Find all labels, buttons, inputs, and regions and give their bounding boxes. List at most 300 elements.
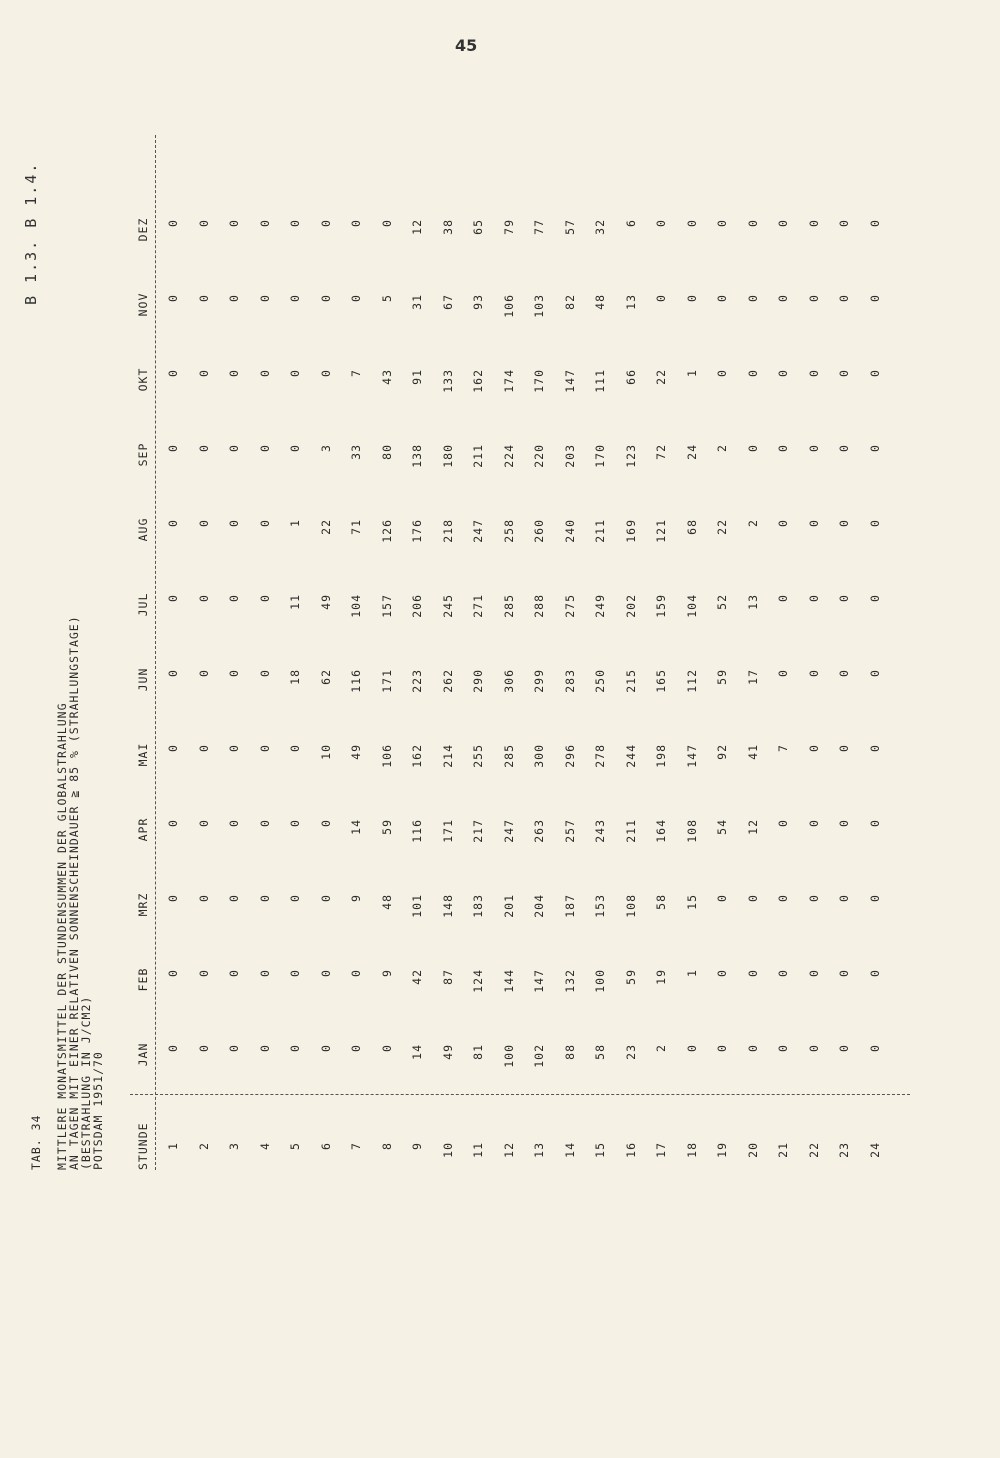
table-cell: 244	[623, 744, 638, 768]
table-cell: 0	[806, 819, 821, 827]
table-cell: 0	[684, 219, 699, 227]
table-cell: 176	[410, 519, 424, 543]
table-cell: 93	[471, 294, 485, 310]
table-cell: 11	[288, 594, 302, 610]
table-cell: 0	[257, 1044, 272, 1052]
table-cell: 0	[166, 969, 180, 977]
table-cell: 148	[440, 894, 455, 918]
table-cell: 59	[715, 669, 729, 685]
table-cell: 102	[532, 1044, 546, 1068]
table-cell: 296	[562, 744, 577, 768]
table-cell: 211	[623, 819, 638, 843]
table-cell: 0	[257, 219, 272, 227]
table-cell: 103	[532, 294, 546, 318]
table-cell: 0	[837, 219, 851, 227]
table-row	[410, 135, 424, 1170]
table-cell: 59	[623, 969, 638, 985]
table-cell: 0	[867, 894, 882, 902]
table-cell: 147	[532, 969, 546, 993]
table-cell: 0	[837, 594, 851, 602]
column-header-jun: JUN	[136, 640, 150, 719]
table-cell: 0	[867, 744, 882, 752]
table-cell: 0	[288, 219, 302, 227]
table-cell: 88	[562, 1044, 577, 1060]
table-cell: 0	[776, 294, 790, 302]
table-row	[258, 135, 272, 1170]
table-cell: 48	[379, 894, 394, 910]
table-cell: 0	[867, 594, 882, 602]
table-cell: 0	[776, 444, 790, 452]
table-cell: 169	[623, 519, 638, 543]
hour-label: 20	[745, 1142, 760, 1158]
table-number: TAB. 34	[29, 1114, 43, 1170]
table-cell: 0	[837, 444, 851, 452]
table-cell: 202	[623, 594, 638, 618]
table-cell: 100	[593, 969, 607, 993]
table-cell: 0	[837, 519, 851, 527]
table-cell: 15	[684, 894, 699, 910]
table-cell: 5	[379, 294, 394, 302]
title-line-1: MITTLERE MONATSMITTEL DER STUNDENSUMMEN DER GLOBALSTRAHLUNG	[55, 702, 69, 1170]
table-cell: 132	[562, 969, 577, 993]
table-cell: 0	[318, 1044, 333, 1052]
table-cell: 22	[318, 519, 333, 535]
table-cell: 162	[471, 369, 485, 393]
table-cell: 0	[196, 444, 211, 452]
table-cell: 0	[196, 744, 211, 752]
table-cell: 0	[349, 294, 363, 302]
table-cell: 42	[410, 969, 424, 985]
table-cell: 0	[227, 519, 241, 527]
table-cell: 121	[654, 519, 668, 543]
table-cell: 0	[806, 519, 821, 527]
table-cell: 147	[684, 744, 699, 768]
table-cell: 2	[654, 1044, 668, 1052]
table-cell: 10	[318, 744, 333, 760]
table-cell: 13	[623, 294, 638, 310]
table-cell: 0	[227, 669, 241, 677]
table-cell: 81	[471, 1044, 485, 1060]
table-cell: 0	[806, 894, 821, 902]
table-cell: 123	[623, 444, 638, 468]
table-cell: 245	[440, 594, 455, 618]
table-cell: 0	[257, 669, 272, 677]
hour-label: 12	[501, 1142, 516, 1158]
table-cell: 283	[562, 669, 577, 693]
column-header-mai: MAI	[136, 715, 150, 794]
column-header-okt: OKT	[136, 340, 150, 419]
table-cell: 0	[196, 894, 211, 902]
table-cell: 38	[440, 219, 455, 235]
table-cell: 0	[227, 744, 241, 752]
table-cell: 171	[379, 669, 394, 693]
table-cell: 0	[776, 1044, 790, 1052]
table-cell: 170	[532, 369, 546, 393]
table-cell: 0	[227, 1044, 241, 1052]
table-cell: 0	[745, 369, 760, 377]
table-cell: 0	[806, 669, 821, 677]
table-cell: 49	[349, 744, 363, 760]
table-cell: 71	[349, 519, 363, 535]
table-cell: 0	[257, 594, 272, 602]
table-row	[593, 135, 607, 1170]
table-cell: 206	[410, 594, 424, 618]
table-cell: 223	[410, 669, 424, 693]
table-cell: 263	[532, 819, 546, 843]
table-cell: 0	[776, 894, 790, 902]
table-cell: 247	[501, 819, 516, 843]
table-cell: 306	[501, 669, 516, 693]
column-header-feb: FEB	[136, 940, 150, 1019]
table-cell: 0	[806, 594, 821, 602]
table-cell: 0	[196, 969, 211, 977]
table-cell: 0	[196, 369, 211, 377]
table-cell: 249	[593, 594, 607, 618]
table-cell: 203	[562, 444, 577, 468]
table-cell: 0	[288, 744, 302, 752]
table-cell: 0	[715, 219, 729, 227]
hour-label: 1	[166, 1142, 180, 1150]
table-row	[868, 135, 882, 1170]
table-cell: 144	[501, 969, 516, 993]
table-cell: 153	[593, 894, 607, 918]
title-line-4: POTSDAM 1951/70	[91, 1051, 105, 1170]
hour-label: 5	[288, 1142, 302, 1150]
hour-label: 16	[623, 1142, 638, 1158]
table-cell: 0	[715, 969, 729, 977]
table-cell: 0	[867, 819, 882, 827]
table-cell: 77	[532, 219, 546, 235]
table-cell: 0	[837, 1044, 851, 1052]
table-row	[654, 135, 668, 1170]
table-cell: 112	[684, 669, 699, 693]
hour-label: 3	[227, 1142, 241, 1150]
table-cell: 66	[623, 369, 638, 385]
table-cell: 0	[288, 969, 302, 977]
table-cell: 0	[349, 969, 363, 977]
table-cell: 0	[745, 894, 760, 902]
table-cell: 0	[227, 594, 241, 602]
table-cell: 0	[379, 1044, 394, 1052]
table-cell: 111	[593, 369, 607, 393]
table-cell: 0	[166, 1044, 180, 1052]
table-cell: 0	[288, 444, 302, 452]
table-cell: 0	[257, 744, 272, 752]
table-cell: 211	[471, 444, 485, 468]
table-cell: 0	[166, 819, 180, 827]
table-cell: 0	[867, 219, 882, 227]
hour-label: 18	[684, 1142, 699, 1158]
table-cell: 0	[745, 444, 760, 452]
table-cell: 250	[593, 669, 607, 693]
table-cell: 92	[715, 744, 729, 760]
table-cell: 7	[349, 369, 363, 377]
column-header-sep: SEP	[136, 415, 150, 494]
hour-label: 7	[349, 1142, 363, 1150]
table-cell: 0	[776, 519, 790, 527]
table-cell: 13	[745, 594, 760, 610]
table-cell: 0	[776, 369, 790, 377]
table-cell: 247	[471, 519, 485, 543]
table-cell: 300	[532, 744, 546, 768]
table-cell: 58	[654, 894, 668, 910]
hour-label: 2	[196, 1142, 211, 1150]
table-cell: 43	[379, 369, 394, 385]
table-cell: 0	[288, 894, 302, 902]
table-cell: 22	[715, 519, 729, 535]
table-cell: 0	[166, 894, 180, 902]
table-cell: 52	[715, 594, 729, 610]
table-cell: 0	[837, 369, 851, 377]
hour-label: 22	[806, 1142, 821, 1158]
column-header-jan: JAN	[136, 1015, 150, 1094]
table-cell: 0	[806, 294, 821, 302]
table-cell: 19	[654, 969, 668, 985]
table-cell: 0	[776, 669, 790, 677]
table-cell: 243	[593, 819, 607, 843]
table-cell: 124	[471, 969, 485, 993]
table-row	[746, 135, 760, 1170]
table-cell: 0	[257, 294, 272, 302]
table-cell: 0	[288, 819, 302, 827]
table-cell: 0	[837, 819, 851, 827]
title-line-3: (BESTRAHLUNG IN J/CM2)	[79, 995, 93, 1170]
table-cell: 224	[501, 444, 516, 468]
table-cell: 0	[349, 219, 363, 227]
table-cell: 0	[776, 819, 790, 827]
table-cell: 174	[501, 369, 516, 393]
table-cell: 58	[593, 1044, 607, 1060]
table-cell: 87	[440, 969, 455, 985]
table-cell: 138	[410, 444, 424, 468]
table-cell: 82	[562, 294, 577, 310]
table-cell: 0	[196, 594, 211, 602]
table-cell: 0	[867, 519, 882, 527]
table-cell: 3	[318, 444, 333, 452]
table-cell: 116	[349, 669, 363, 693]
table-cell: 0	[166, 219, 180, 227]
table-cell: 108	[623, 894, 638, 918]
table-cell: 104	[349, 594, 363, 618]
hour-label: 4	[257, 1142, 272, 1150]
table-cell: 171	[440, 819, 455, 843]
table-cell: 62	[318, 669, 333, 685]
table-row	[227, 135, 241, 1170]
table-cell: 0	[867, 669, 882, 677]
table-cell: 9	[349, 894, 363, 902]
table-cell: 0	[837, 969, 851, 977]
table-cell: 218	[440, 519, 455, 543]
table-row	[532, 135, 546, 1170]
header-rule	[155, 135, 156, 1170]
hour-label: 23	[837, 1142, 851, 1158]
table-row	[624, 135, 638, 1170]
table-cell: 133	[440, 369, 455, 393]
page-number: 45	[455, 36, 478, 55]
table-cell: 0	[715, 1044, 729, 1052]
table-cell: 258	[501, 519, 516, 543]
table-cell: 106	[501, 294, 516, 318]
table-row	[837, 135, 851, 1170]
table-cell: 164	[654, 819, 668, 843]
table-cell: 17	[745, 669, 760, 685]
table-cell: 0	[776, 594, 790, 602]
table-cell: 59	[379, 819, 394, 835]
table-cell: 0	[806, 369, 821, 377]
hour-label: 14	[562, 1142, 577, 1158]
table-cell: 285	[501, 594, 516, 618]
table-cell: 2	[715, 444, 729, 452]
table-cell: 290	[471, 669, 485, 693]
table-cell: 0	[715, 369, 729, 377]
table-cell: 0	[867, 969, 882, 977]
table-cell: 31	[410, 294, 424, 310]
table-cell: 0	[684, 1044, 699, 1052]
table-cell: 159	[654, 594, 668, 618]
rotated-table-page	[30, 135, 910, 1170]
table-cell: 0	[806, 1044, 821, 1052]
table-cell: 6	[623, 219, 638, 227]
table-cell: 0	[257, 894, 272, 902]
table-cell: 14	[410, 1044, 424, 1060]
table-cell: 183	[471, 894, 485, 918]
table-cell: 165	[654, 669, 668, 693]
table-row	[807, 135, 821, 1170]
table-cell: 255	[471, 744, 485, 768]
table-cell: 271	[471, 594, 485, 618]
column-header-dez: DEZ	[136, 190, 150, 269]
table-cell: 262	[440, 669, 455, 693]
hour-label: 19	[715, 1142, 729, 1158]
table-cell: 0	[227, 894, 241, 902]
hour-label: 15	[593, 1142, 607, 1158]
table-cell: 33	[349, 444, 363, 460]
table-cell: 285	[501, 744, 516, 768]
table-cell: 162	[410, 744, 424, 768]
table-cell: 0	[257, 444, 272, 452]
table-cell: 214	[440, 744, 455, 768]
table-cell: 0	[318, 294, 333, 302]
table-cell: 0	[318, 894, 333, 902]
table-cell: 0	[227, 969, 241, 977]
table-cell: 240	[562, 519, 577, 543]
table-cell: 18	[288, 669, 302, 685]
table-cell: 0	[196, 294, 211, 302]
table-row	[288, 135, 302, 1170]
table-cell: 67	[440, 294, 455, 310]
table-row	[715, 135, 729, 1170]
table-cell: 217	[471, 819, 485, 843]
table-row	[349, 135, 363, 1170]
table-cell: 14	[349, 819, 363, 835]
table-cell: 260	[532, 519, 546, 543]
table-cell: 288	[532, 594, 546, 618]
table-cell: 257	[562, 819, 577, 843]
table-cell: 0	[166, 519, 180, 527]
table-row	[441, 135, 455, 1170]
table-cell: 0	[837, 894, 851, 902]
table-cell: 72	[654, 444, 668, 460]
table-cell: 0	[227, 444, 241, 452]
table-cell: 108	[684, 819, 699, 843]
table-cell: 0	[654, 219, 668, 227]
table-cell: 0	[227, 369, 241, 377]
table-cell: 1	[288, 519, 302, 527]
table-cell: 49	[440, 1044, 455, 1060]
table-cell: 0	[318, 219, 333, 227]
hour-label: 13	[532, 1142, 546, 1158]
table-row	[197, 135, 211, 1170]
table-cell: 0	[288, 294, 302, 302]
table-cell: 0	[745, 969, 760, 977]
table-cell: 0	[318, 819, 333, 827]
table-cell: 91	[410, 369, 424, 385]
table-cell: 0	[318, 969, 333, 977]
column-header-row	[136, 135, 150, 1170]
table-cell: 0	[776, 969, 790, 977]
table-cell: 198	[654, 744, 668, 768]
table-cell: 0	[776, 219, 790, 227]
column-header-mrz: MRZ	[136, 865, 150, 944]
table-cell: 0	[227, 819, 241, 827]
table-cell: 204	[532, 894, 546, 918]
hour-label: 6	[318, 1142, 333, 1150]
table-cell: 80	[379, 444, 394, 460]
table-cell: 0	[806, 444, 821, 452]
table-cell: 0	[837, 744, 851, 752]
table-cell: 0	[227, 219, 241, 227]
table-cell: 0	[867, 369, 882, 377]
table-cell: 41	[745, 744, 760, 760]
table-cell: 48	[593, 294, 607, 310]
table-row	[502, 135, 516, 1170]
table-cell: 116	[410, 819, 424, 843]
table-cell: 0	[745, 219, 760, 227]
column-header-aug: AUG	[136, 490, 150, 569]
table-cell: 157	[379, 594, 394, 618]
table-cell: 0	[715, 894, 729, 902]
table-cell: 0	[257, 369, 272, 377]
table-cell: 79	[501, 219, 516, 235]
table-cell: 0	[837, 294, 851, 302]
table-cell: 0	[196, 1044, 211, 1052]
hour-label: 10	[440, 1142, 455, 1158]
table-cell: 1	[684, 969, 699, 977]
table-cell: 0	[349, 1044, 363, 1052]
table-cell: 275	[562, 594, 577, 618]
table-cell: 32	[593, 219, 607, 235]
table-cell: 101	[410, 894, 424, 918]
table-cell: 0	[684, 294, 699, 302]
table-cell: 0	[196, 819, 211, 827]
table-cell: 1	[684, 369, 699, 377]
table-row	[776, 135, 790, 1170]
table-cell: 0	[257, 819, 272, 827]
table-cell: 0	[166, 744, 180, 752]
table-header	[30, 615, 104, 1170]
section-codes: B 1.3. B 1.4.	[22, 161, 40, 305]
table-cell: 201	[501, 894, 516, 918]
table-cell: 126	[379, 519, 394, 543]
table-cell: 100	[501, 1044, 516, 1068]
table-cell: 57	[562, 219, 577, 235]
table-cell: 278	[593, 744, 607, 768]
table-cell: 0	[166, 669, 180, 677]
table-cell: 0	[806, 744, 821, 752]
table-cell: 22	[654, 369, 668, 385]
table-cell: 211	[593, 519, 607, 543]
table-cell: 0	[867, 294, 882, 302]
